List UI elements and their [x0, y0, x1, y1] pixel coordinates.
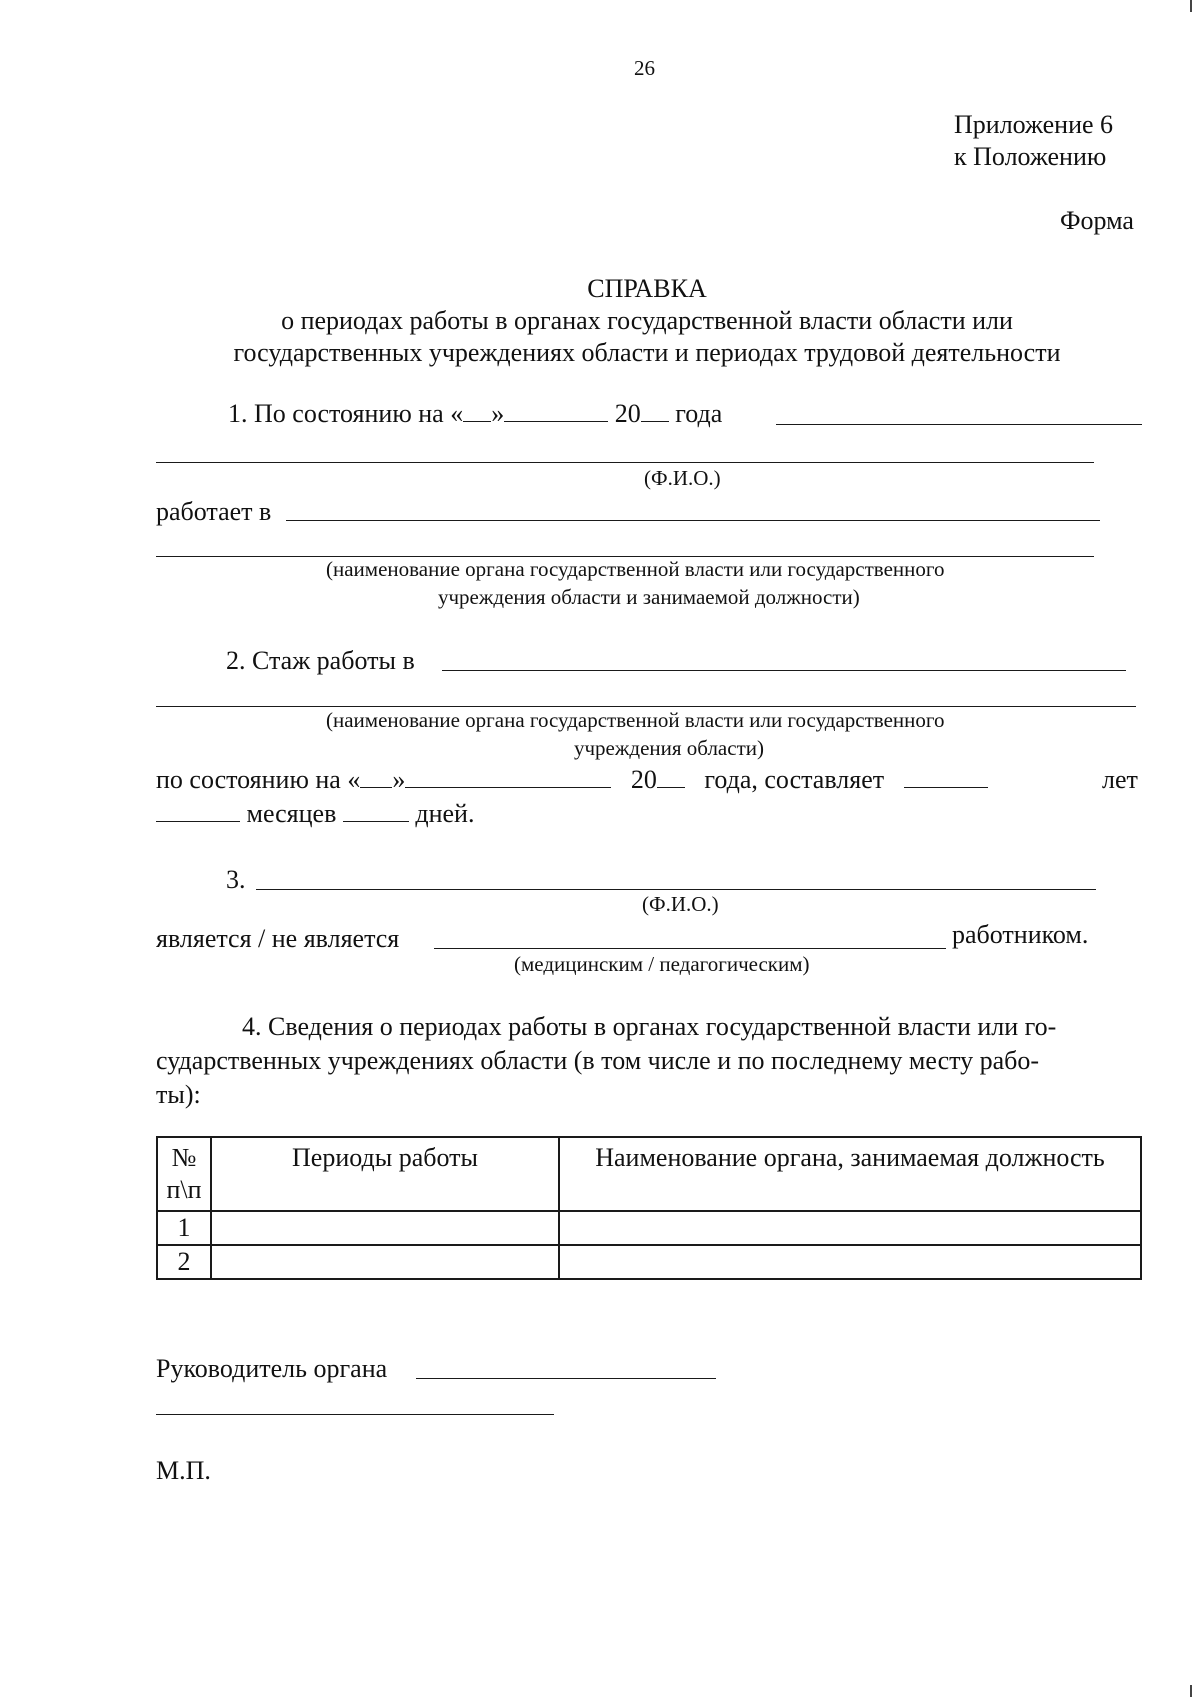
form-label: Форма	[1060, 206, 1134, 235]
day-field[interactable]	[463, 399, 491, 422]
month-field[interactable]	[504, 399, 608, 422]
table-header-row	[157, 1137, 1141, 1211]
section2-prefix: 2. Стаж работы в	[226, 646, 415, 675]
workplace-field-1[interactable]	[286, 520, 1100, 521]
years-label: лет	[1102, 765, 1138, 794]
stamp-label: М.П.	[156, 1456, 211, 1485]
document-subtitle-2: государственных учреждениях области и периодах трудовой деятельности	[233, 338, 1061, 367]
section2-year-suffix: года, составляет	[704, 765, 885, 794]
days-count-field[interactable]	[343, 799, 409, 822]
months-count-field[interactable]	[156, 799, 240, 822]
head-name-field[interactable]	[156, 1414, 554, 1415]
header-periods: Периоды работы	[211, 1137, 559, 1211]
section3-prefix: 3.	[226, 865, 246, 894]
year-field[interactable]	[641, 399, 669, 422]
table-row	[157, 1245, 1141, 1279]
section2-state-line	[156, 765, 988, 795]
document-title: СПРАВКА	[587, 274, 707, 303]
section2-year-prefix: 20	[630, 765, 657, 794]
header-num	[157, 1137, 211, 1211]
org-caption-1a: (наименование органа государственной власти или государственного	[326, 557, 945, 581]
section2-quote-close: »	[392, 765, 406, 794]
header-org: Наименование органа, занимаемая должность	[559, 1137, 1141, 1211]
section4-line-2: сударственных учреждениях области (в том числе и по последнему месту рабо-	[156, 1046, 1040, 1075]
row-1-num: 1	[157, 1211, 211, 1245]
fio-field-3[interactable]	[256, 889, 1096, 890]
month-field-2[interactable]	[405, 765, 611, 788]
section1-prefix: 1. По состоянию на «	[228, 399, 464, 428]
months-label: месяцев	[246, 799, 337, 828]
years-count-field[interactable]	[904, 765, 988, 788]
fio-field-1b[interactable]	[156, 462, 1094, 463]
fio-caption-3: (Ф.И.О.)	[642, 892, 719, 916]
head-signature-field[interactable]	[416, 1378, 716, 1379]
section1-year-prefix: 20	[614, 399, 641, 428]
section4-line-3: ты):	[156, 1080, 201, 1109]
scan-edge-mark	[1190, 1685, 1192, 1697]
worker-label: работником.	[952, 920, 1089, 949]
table-row	[157, 1211, 1141, 1245]
org-caption-1b: учреждения области и занимаемой должности)	[438, 585, 860, 609]
org-caption-2b: учреждения области)	[574, 736, 764, 760]
section1-quote-close: »	[491, 399, 505, 428]
row-1-org[interactable]	[559, 1211, 1141, 1245]
head-of-organ-label: Руководитель органа	[156, 1354, 388, 1383]
appendix-line-1: Приложение 6	[954, 110, 1114, 139]
document-subtitle-1: о периодах работы в органах государственной власти области или	[281, 306, 1013, 335]
year-field-2[interactable]	[657, 765, 685, 788]
row-2-num: 2	[157, 1245, 211, 1279]
experience-org-field-2[interactable]	[156, 706, 1136, 707]
org-caption-2a: (наименование органа государственной власти или государственного	[326, 708, 945, 732]
section4-line-1: 4. Сведения о периодах работы в органах государственной власти или го-	[242, 1012, 1057, 1041]
works-in-label: работает в	[156, 497, 272, 526]
row-1-period[interactable]	[211, 1211, 559, 1245]
section1-year-suffix: года	[675, 399, 723, 428]
is-isnot-label: является / не является	[156, 924, 400, 953]
worker-type-field[interactable]	[434, 948, 946, 949]
row-2-org[interactable]	[559, 1245, 1141, 1279]
fio-caption-1: (Ф.И.О.)	[644, 466, 721, 490]
experience-org-field-1[interactable]	[442, 670, 1126, 671]
worker-type-caption: (медицинским / педагогическим)	[514, 952, 810, 976]
section2-months-line	[156, 799, 474, 829]
days-label: дней.	[415, 799, 475, 828]
day-field-2[interactable]	[360, 765, 392, 788]
fio-field-1a[interactable]	[776, 424, 1142, 425]
section1-line	[228, 399, 722, 429]
header-num-line-1: №	[171, 1143, 197, 1172]
scan-edge-mark	[1190, 0, 1192, 12]
section2-state-prefix: по состоянию на «	[156, 765, 361, 794]
page-number: 26	[634, 56, 655, 80]
header-num-line-2: п\п	[166, 1175, 202, 1204]
periods-table	[156, 1136, 1142, 1280]
row-2-period[interactable]	[211, 1245, 559, 1279]
appendix-line-2: к Положению	[954, 142, 1107, 171]
